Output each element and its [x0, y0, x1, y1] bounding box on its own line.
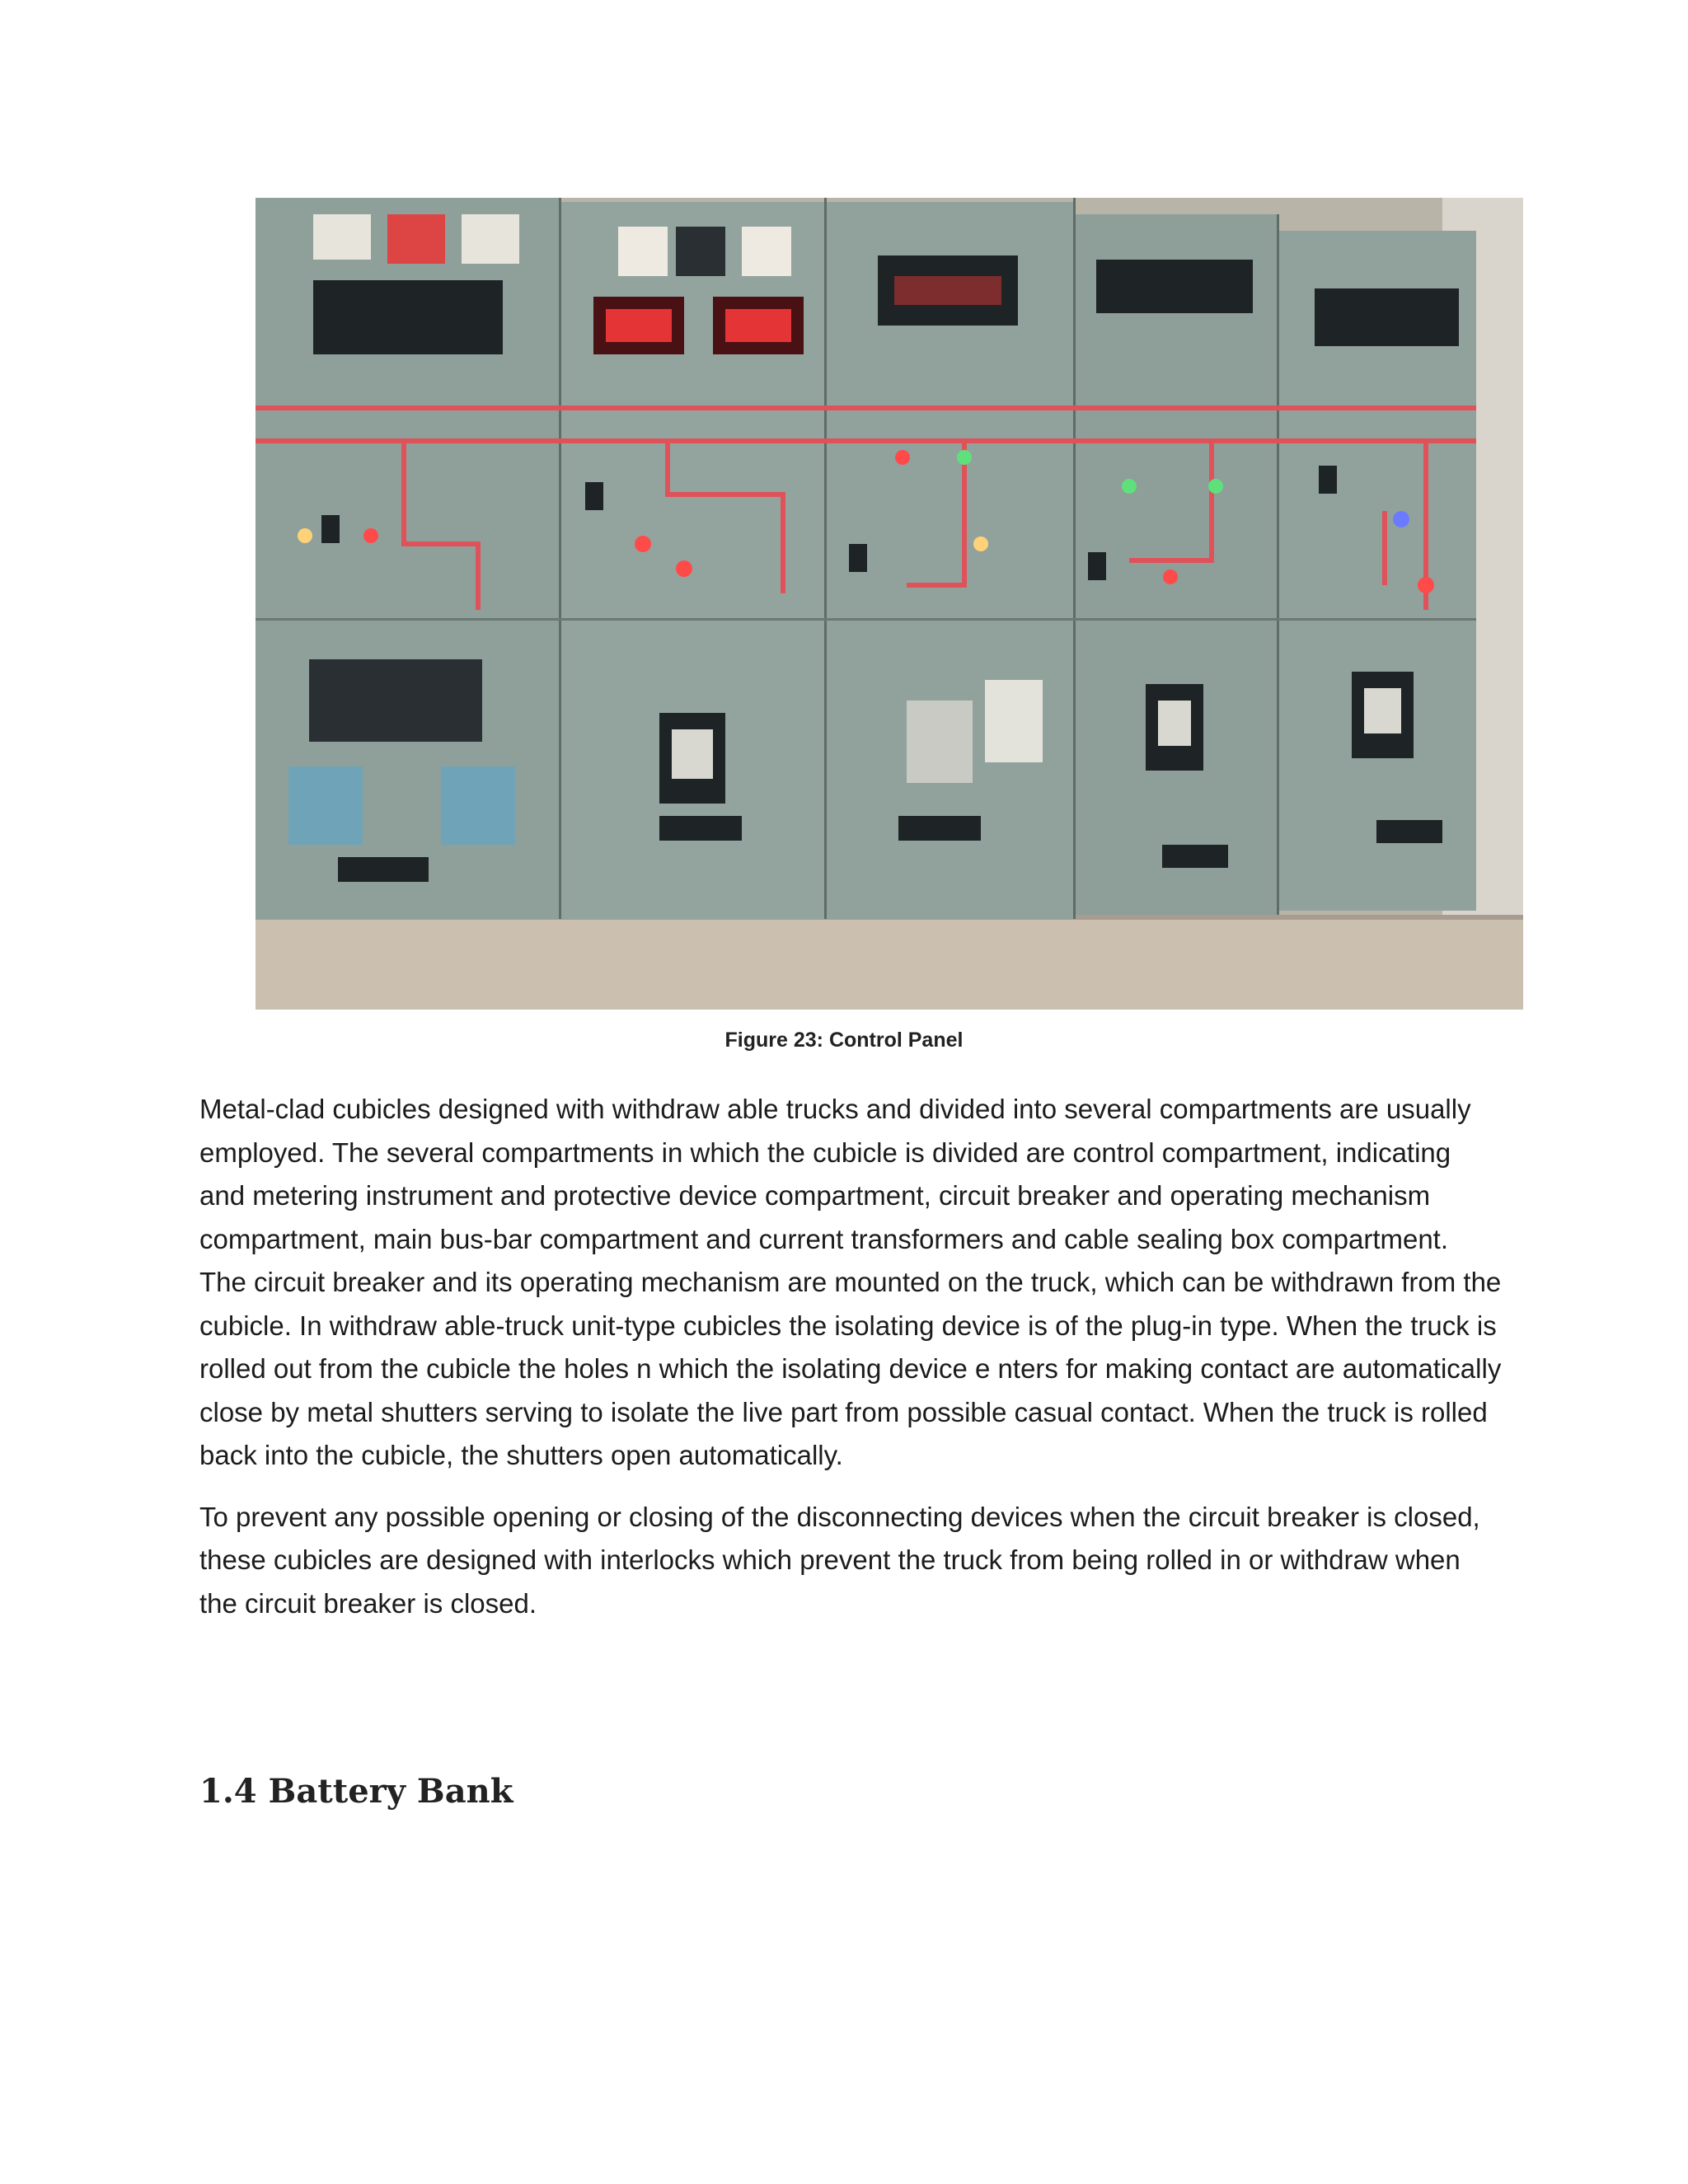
section-heading: 1.4 Battery Bank	[199, 1772, 513, 1811]
paragraph-2: To prevent any possible opening or closing of the disconnecting devices when the circuit breaker is closed, these cubicles are designed with interlocks which prevent the truck from being rolled in or withdraw when the circuit breaker is closed.	[199, 1501, 1480, 1619]
control-panel-photo	[256, 198, 1523, 1010]
paragraph-1: Metal-clad cubicles designed with withdraw able trucks and divided into several compartments are usually employed. The several compartments in which the cubicle is divided are control compartment, indicating and metering instrument and protective device compartment, circuit breaker and operating mechanism compartment, main bus-bar compartment and current transformers and cable sealing box compartment. The circuit breaker and its operating mechanism are mounted on the truck, which can be withdrawn from the cubicle. In withdraw able-truck unit-type cubicles the isolating device is of the plug-in type. When the truck is rolled out from the cubicle the holes n which the isolating device e nters for making contact are automatically close by metal shutters serving to isolate the live part from possible casual contact. When the truck is rolled back into the cubicle, the shutters open automatically.	[199, 1094, 1502, 1470]
figure-caption: Figure 23: Control Panel	[724, 1029, 964, 1052]
body-text	[199, 1088, 1502, 1643]
